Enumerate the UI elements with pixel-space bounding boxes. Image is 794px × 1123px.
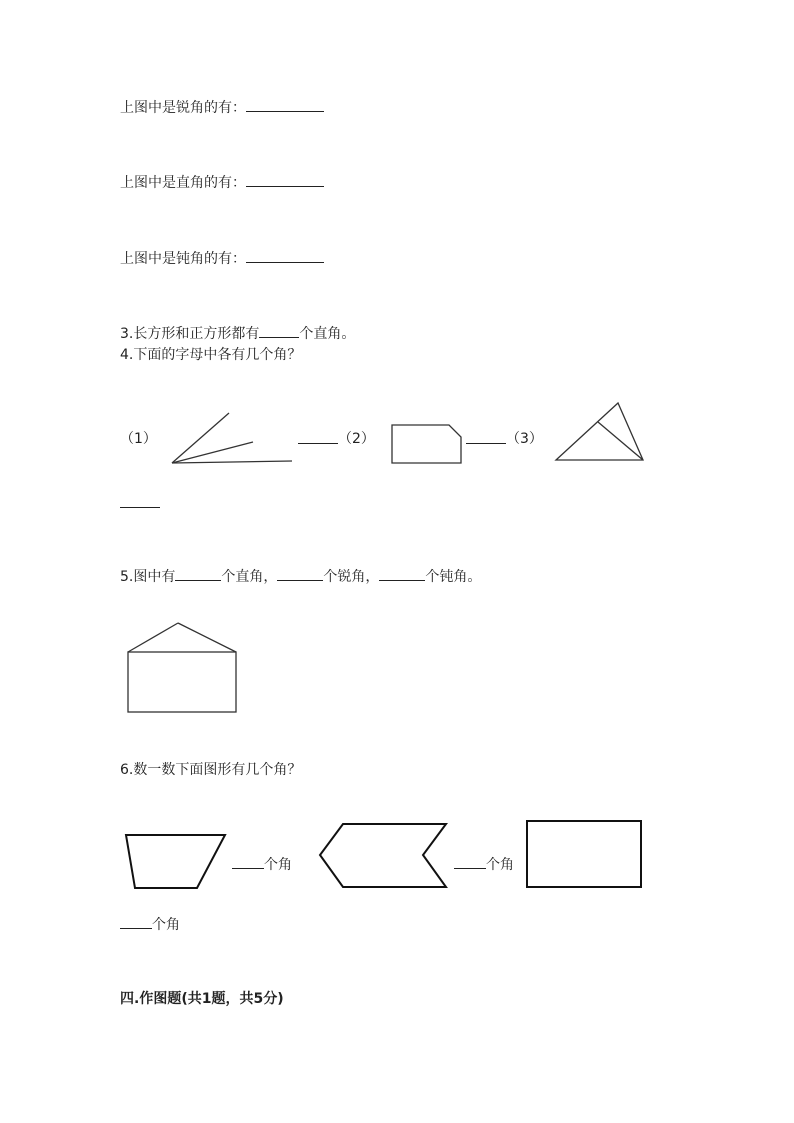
q4-figure-3-triangle: [556, 403, 643, 460]
q4-label-1: （1）: [120, 431, 157, 447]
q5-part1: 个直角，: [221, 569, 278, 585]
acute-angle-label: 上图中是锐角的有：: [120, 100, 246, 116]
q3-text-after: 个直角。: [299, 326, 356, 342]
q6-figure-trapezoid: [126, 835, 225, 888]
q6-text: 6.数一数下面图形有几个角？: [120, 762, 302, 778]
obtuse-angle-label: 上图中是钝角的有：: [120, 251, 246, 267]
q4-text: 4.下面的字母中各有几个角？: [120, 347, 302, 363]
q6-figure-chevron: [320, 824, 446, 887]
q4-figure-1-rays: [172, 413, 292, 463]
q4-label-2: （2）: [338, 431, 375, 447]
q4-figure-2-pentagon: [392, 425, 461, 463]
q5-figure-house: [128, 623, 236, 712]
q5-part3: 个钝角。: [425, 569, 482, 585]
q6-unit-3: 个角: [152, 917, 180, 933]
q4-label-3: （3）: [506, 431, 543, 447]
q6-unit-2: 个角: [486, 857, 514, 873]
q5-part2: 个锐角，: [323, 569, 380, 585]
right-angle-label: 上图中是直角的有：: [120, 175, 246, 191]
section-4-title: 四.作图题(共1题，共5分): [120, 991, 284, 1007]
q3-text-before: 3.长方形和正方形都有: [120, 326, 260, 342]
q5-prefix: 5.图中有: [120, 569, 176, 585]
q6-figure-rectangle: [527, 821, 641, 887]
q6-unit-1: 个角: [264, 857, 292, 873]
